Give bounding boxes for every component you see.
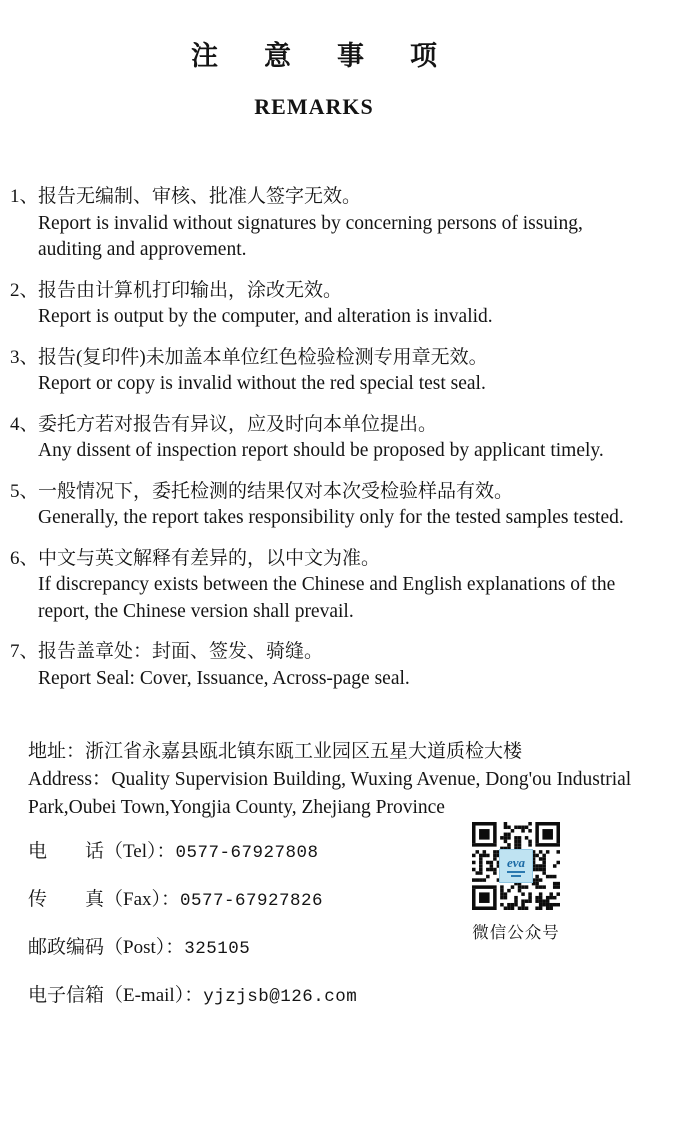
remark-text-en: If discrepancy exists between the Chinese and English explanations of the report, the Chinese version shall prevail. [38, 574, 616, 622]
email-label: 电子信箱（E-mail）： [28, 985, 204, 1006]
remark-number: 1、 [10, 186, 39, 207]
tel-value: 0577-67927808 [175, 843, 319, 863]
address-en: Address：Quality Supervision Building, Wuxing Avenue, Dong'ou Industrial Park,Oubei Town,Yongjia County, Zhejiang Province [28, 769, 632, 818]
remark-text-zh: 一般情况下，委托检测的结果仅对本次受检验样品有效。 [38, 480, 514, 502]
remark-number: 7、 [10, 641, 39, 662]
qr-code [472, 822, 560, 910]
remark-item [10, 546, 660, 626]
remark-text-en: Report or copy is invalid without the red special test seal. [38, 373, 486, 394]
remark-text-zh: 报告由计算机打印输出，涂改无效。 [38, 279, 343, 301]
remark-item [10, 345, 660, 398]
remark-text-zh: 报告无编制、审核、批准人签字无效。 [38, 186, 362, 207]
remark-text-en: Report is invalid without signatures by concerning persons of issuing, auditing and approvement. [38, 212, 583, 260]
remark-text-zh: 委托方若对报告有异议，应及时向本单位提出。 [38, 413, 438, 435]
remark-item [10, 412, 660, 465]
remark-item [10, 639, 660, 692]
contact-row-email [28, 982, 699, 1011]
post-value: 325105 [184, 939, 251, 959]
contact-row-fax [28, 886, 699, 915]
remark-number: 3、 [10, 346, 39, 368]
remark-item [10, 184, 660, 264]
remark-text-zh: 中文与英文解释有差异的，以中文为准。 [38, 547, 381, 569]
page-header [0, 0, 628, 120]
remark-number: 5、 [10, 480, 39, 502]
qr-logo-text: eva [506, 854, 526, 870]
qr-center-logo [499, 849, 533, 883]
remark-number: 4、 [10, 413, 39, 435]
fax-value: 0577-67927826 [180, 891, 324, 911]
contact-row-post [28, 934, 699, 963]
wechat-qr-block [458, 822, 574, 943]
remark-text-zh: 报告盖章处：封面、签发、骑缝。 [38, 641, 324, 662]
email-value: yjzjsb@126.com [203, 987, 358, 1007]
remarks-list [0, 184, 699, 692]
qr-logo-line [507, 871, 525, 873]
remark-number: 2、 [10, 279, 39, 301]
tel-label: 电 话（Tel）： [28, 841, 176, 862]
page-title: 注意事项 [191, 41, 483, 71]
remark-text-en: Report is output by the computer, and alteration is invalid. [38, 306, 493, 327]
post-label: 邮政编码（Post）： [28, 937, 185, 958]
fax-label: 传 真（Fax）： [28, 889, 181, 910]
page-subtitle: REMARKS [254, 94, 374, 119]
address-block [0, 738, 668, 822]
contact-block [0, 838, 699, 1011]
remark-text-en: Any dissent of inspection report should be proposed by applicant timely. [38, 440, 604, 461]
remark-text-zh: 报告(复印件)未加盖本单位红色检验检测专用章无效。 [38, 346, 488, 368]
remark-item [10, 479, 660, 532]
qr-logo-line [511, 875, 521, 877]
remark-item [10, 278, 660, 331]
address-zh: 地址：浙江省永嘉县瓯北镇东瓯工业园区五星大道质检大楼 [28, 741, 523, 762]
remark-number: 6、 [10, 547, 39, 569]
contact-row-tel [28, 838, 699, 870]
remark-text-en: Generally, the report takes responsibility only for the tested samples tested. [38, 507, 624, 528]
qr-caption: 微信公众号 [472, 923, 560, 942]
remark-text-en: Report Seal: Cover, Issuance, Across-page seal. [38, 667, 410, 689]
